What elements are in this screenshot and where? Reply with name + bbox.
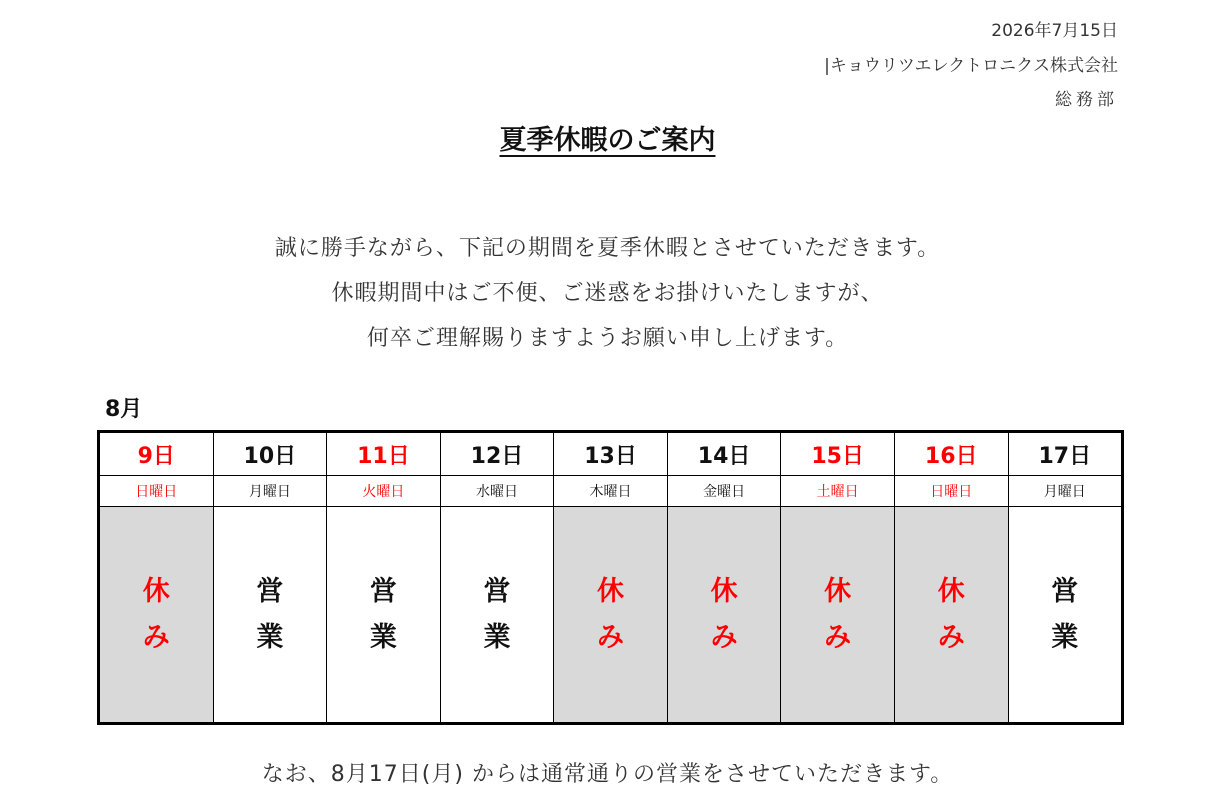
calendar-day-number: 12日 [441,433,554,476]
month-label: 8月 [105,397,143,422]
calendar-weekday: 火曜日 [327,476,440,507]
calendar-status-closed [895,507,1008,722]
calendar-status-closed [100,507,213,722]
calendar-weekday: 日曜日 [100,476,213,507]
calendar-day-column [440,433,554,722]
calendar-weekday: 水曜日 [441,476,554,507]
calendar-day-number: 15日 [781,433,894,476]
calendar-status-char: み [710,621,738,653]
company-name: |キョウリツエレクトロニクス株式会社 [824,56,1118,76]
calendar-status-char: 営 [1051,575,1079,607]
calendar-weekday: 月曜日 [1009,476,1122,507]
calendar-weekday: 日曜日 [895,476,1008,507]
document-title-text: 夏季休暇のご案内 [499,125,716,156]
calendar-day-column [1008,433,1122,722]
calendar-status-char: 営 [483,575,511,607]
calendar-weekday: 土曜日 [781,476,894,507]
calendar-status-char: み [142,621,170,653]
calendar-day-number: 16日 [895,433,1008,476]
calendar-day-column [553,433,667,722]
calendar-day-column [213,433,327,722]
calendar-status-char: 業 [369,621,397,653]
calendar-status-char: 休 [710,575,738,607]
calendar-status-char: み [937,621,965,653]
calendar-status-char: 業 [256,621,284,653]
body-line-2: 休暇期間中はご不便、ご迷惑をお掛けいたしますが、 [331,281,884,306]
body-line-1: 誠に勝手ながら、下記の期間を夏季休暇とさせていただきます。 [274,236,941,261]
document-date: 2026年7月15日 [991,21,1118,41]
calendar-status-char: 業 [483,621,511,653]
calendar-status-char: み [824,621,852,653]
calendar-weekday: 金曜日 [668,476,781,507]
calendar-status-char: み [597,621,625,653]
calendar-day-number: 17日 [1009,433,1122,476]
calendar-status-char: 営 [256,575,284,607]
calendar-day-column [667,433,781,722]
calendar-status-closed [668,507,781,722]
department-name: 総務部 [1055,90,1118,110]
calendar-status-open [441,507,554,722]
calendar-status-char: 休 [824,575,852,607]
calendar-status-open [1009,507,1122,722]
calendar-weekday: 木曜日 [554,476,667,507]
calendar-day-column [780,433,894,722]
holiday-calendar-table [97,430,1124,725]
calendar-day-column [894,433,1008,722]
calendar-status-char: 業 [1051,621,1079,653]
calendar-day-number: 14日 [668,433,781,476]
calendar-day-number: 9日 [100,433,213,476]
calendar-day-column [326,433,440,722]
calendar-status-closed [554,507,667,722]
calendar-status-open [327,507,440,722]
body-line-3: 何卒ご理解賜りますようお願い申し上げます。 [366,326,849,351]
document-title [0,118,1215,157]
calendar-status-char: 休 [142,575,170,607]
calendar-status-char: 休 [937,575,965,607]
calendar-status-char: 営 [369,575,397,607]
calendar-day-number: 13日 [554,433,667,476]
calendar-day-column [100,433,213,722]
calendar-day-number: 11日 [327,433,440,476]
calendar-status-char: 休 [597,575,625,607]
calendar-weekday: 月曜日 [214,476,327,507]
calendar-status-open [214,507,327,722]
calendar-day-number: 10日 [214,433,327,476]
footer-note: なお、8月17日(月) からは通常通りの営業をさせていただきます。 [261,762,954,787]
calendar-status-closed [781,507,894,722]
